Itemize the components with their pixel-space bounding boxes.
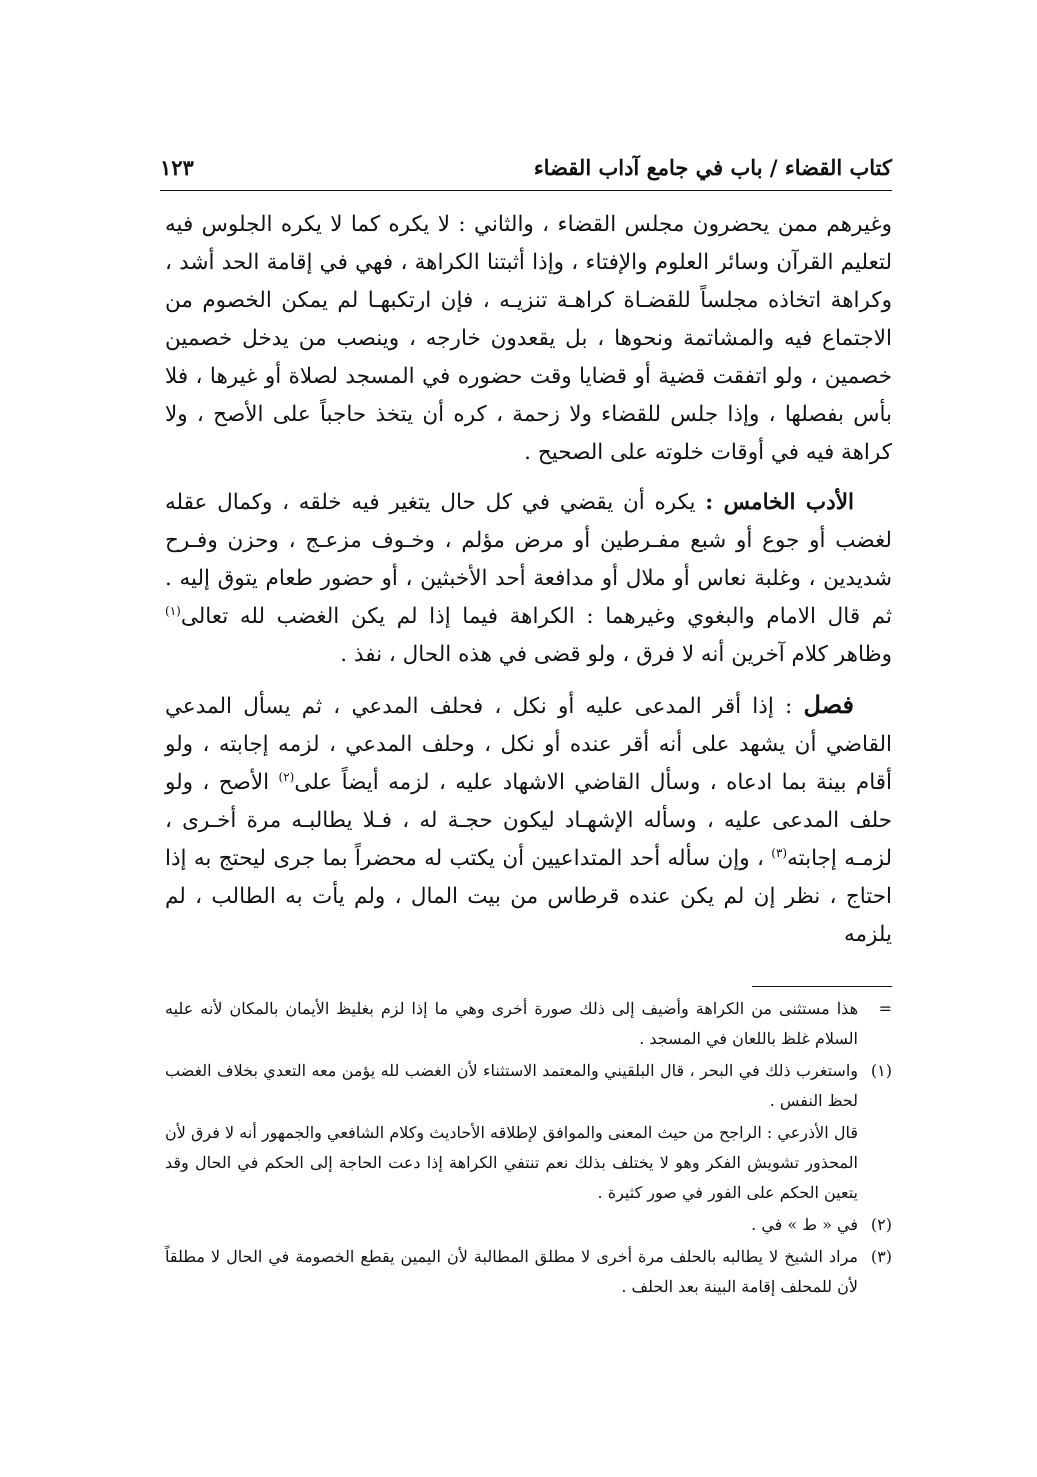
paragraph-fasl	[165, 686, 892, 954]
footnote-1-extra: قال الأذرعي : الراجح من حيث المعنى والموافق لإطلاقه الأحاديث وكلام الشافعي والجمهور أنه لا فرق لأن المحذور تشويش الفكر وهو لا يختلف بذلك نعم تنتفي الكراهة إذا دعت الحاجة إلى الحكم في الحال وقد يتعين الحكم على الفور في صور كثيرة .	[165, 1123, 858, 1202]
footnote-divider	[752, 986, 892, 987]
section-lead: فصل	[803, 690, 854, 719]
paragraph-fifth-etiquette	[165, 484, 892, 674]
footnote-continued	[165, 994, 892, 1054]
footnote-text: واستغرب ذلك في البحر ، قال البلقيني والمعتمد الاستثناء لأن الغضب لله يؤمن معه التعدي بخلاف الغضب لحظ النفس .	[165, 1061, 858, 1110]
footnote-mark: (١)	[870, 1061, 892, 1080]
header-divider	[160, 190, 892, 191]
paragraph-text: يكره أن يقضي في كل حال يتغير فيه خلقه ، وكمال عقله لغضب أو جوع أو شبع مفـرطين أو مرض مؤلم ، وخـوف مزعـج ، وحزن وفـرح شديدين ، وغلبة نعاس أو ملال أو مدافعة أحد الأخبثين ، أو حضور طعام يتوق إليه . ثم قال الامام والبغوي وغيرهما : الكراهة فيما إذا لم يكن الغضب لله تعالى	[165, 490, 892, 629]
paragraph-text: الأصح ، ولو حلف المدعى عليه ، وسأله الإشهـاد ليكون حجـة له ، فـلا يطالبـه مرة أخـرى ، لزمـه إجابته	[165, 770, 892, 871]
footnote-ref-1: (١)	[165, 603, 181, 618]
paragraph-text: وظاهر كلام آخرين أنه لا فرق ، ولو قضى في هذه الحال ، نفذ .	[340, 642, 892, 667]
footnote-mark: (٢)	[870, 1215, 892, 1234]
header-title: كتاب القضاء / باب في جامع آداب القضاء	[533, 154, 892, 180]
footnote-ref-3: (٣)	[771, 845, 788, 860]
page-number: ١٢٣	[160, 154, 194, 180]
paragraph-continuation	[165, 206, 892, 472]
footnote-mark: (٣)	[870, 1247, 892, 1266]
footnote-text: مراد الشيخ لا يطالبه بالحلف مرة أخرى لا مطلق المطالبة لأن اليمين يقطع الخصومة في الحال لا مطلقاً لأن للمحلف إقامة البينة بعد الحلف .	[165, 1247, 858, 1296]
paragraph-text: وغيرهم ممن يحضرون مجلس القضاء ، والثاني : لا يكره كما لا يكره الجلوس فيه لتعليم القرآن وسائر العلوم والإفتاء ، وإذا أثبتنا الكراهة ، فهي في إقامة الحد أشد ، وكراهة اتخاذه مجلساً للقضـاة كراهـة تنزيـه ، فإن ارتكبهـا لم يمكن الخصوم من الاجتماع فيه والمشاتمة ونحوها ، بل يقعدون خارجه ، وينصب من يدخل خصمين خصمين ، ولو اتفقت قضية أو قضايا وقت حضوره في المسجد لصلاة أو غيرها ، فلا بأس بفصلها ، وإذا جلس للقضاء ولا زحمة ، كره أن يتخذ حاجباً على الأصح ، ولا كراهة فيه في أوقات خلوته على الصحيح .	[165, 212, 892, 465]
footnotes	[165, 994, 892, 1304]
paragraph-text: ، وإن سأله أحد المتداعيين أن يكتب له محضراً بما جرى ليحتج به إذا احتاج ، نظر إن لم يكن عنده قرطاس من بيت المال ، ولم يأت به الطالب ، لم يلزمه	[165, 846, 892, 947]
footnote-ref-2: (٢)	[278, 769, 295, 784]
footnote-text: في « ط » في .	[751, 1215, 858, 1234]
footnote-2	[165, 1210, 892, 1240]
footnote-1	[165, 1056, 892, 1116]
footnote-text: هذا مستثنى من الكراهة وأضيف إلى ذلك صورة أخرى وهي ما إذا لزم بغليظ الأيمان بالمكان لأنه عليه السلام غلظ باللعان في المسجد .	[165, 999, 859, 1048]
footnote-mark: =	[878, 999, 892, 1018]
footnote-3	[165, 1242, 892, 1302]
section-lead: الأدب الخامس :	[705, 490, 854, 515]
running-header	[160, 150, 892, 184]
main-text	[165, 206, 892, 966]
paragraph-text: : إذا أقر المدعى عليه أو نكل ، فحلف المدعي ، ثم يسأل المدعي القاضي أن يشهد على أنه أقر عنده أو نكل ، وحلف المدعي ، لزمه إجابته ، ولو أقام بينة بما ادعاه ، وسأل القاضي الاشهاد عليه ، لزمه أيضاً على	[165, 694, 892, 795]
